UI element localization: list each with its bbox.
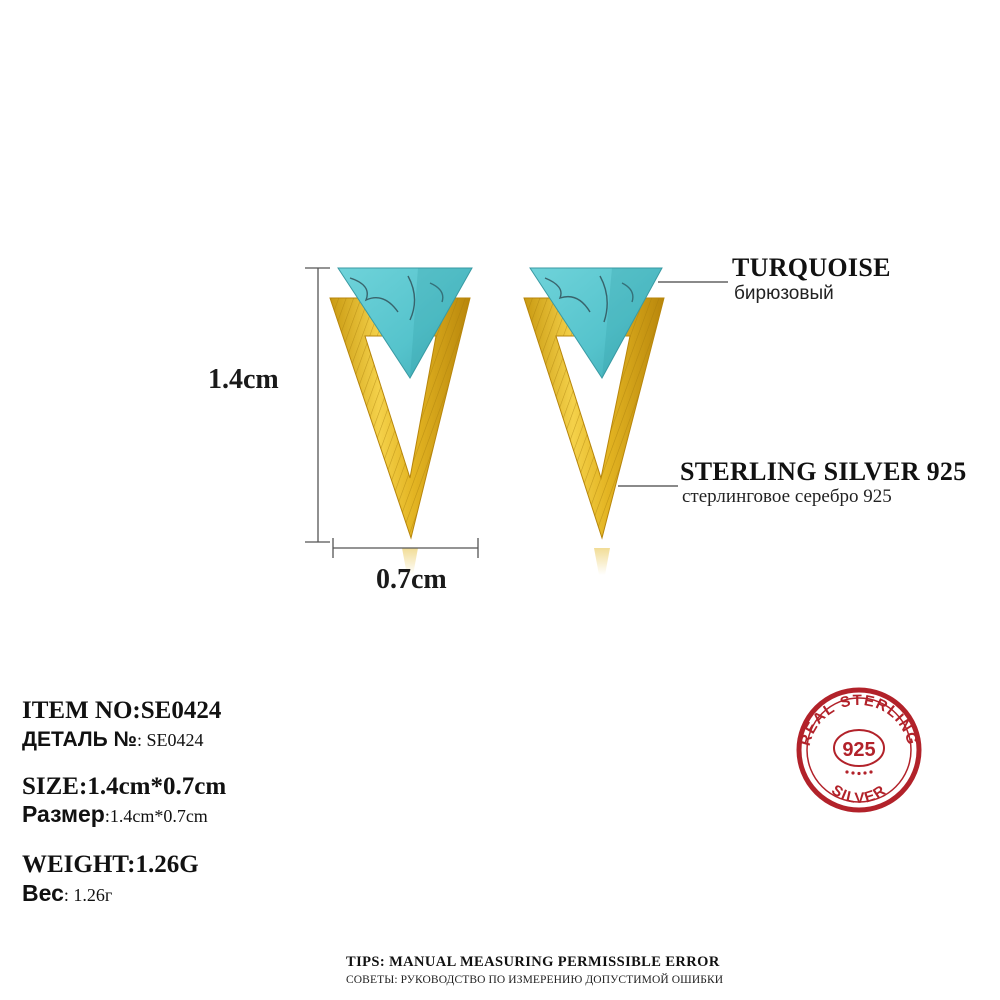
left-earring: [330, 268, 472, 575]
size-value: 1.4cm*0.7cm: [87, 773, 227, 800]
item-number-value: SE0424: [140, 697, 222, 724]
height-label: 1.4cm: [208, 364, 279, 395]
seal-center-text: 925: [842, 739, 876, 761]
size-key: SIZE:: [22, 773, 88, 800]
tips-text-ru: СОВЕТЫ: РУКОВОДСТВО ПО ИЗМЕРЕНИЮ ДОПУСТИМОЙ ОШИБКИ: [346, 974, 724, 986]
sterling-seal-icon: [797, 690, 921, 810]
size-spec-ru: [22, 801, 208, 828]
turquoise-label: TURQUOISE: [732, 253, 891, 282]
seal-top-text: REAL STERLING: [796, 691, 922, 748]
weight-value: 1.26G: [135, 851, 199, 878]
sterling-silver-label: STERLING SILVER 925: [680, 457, 967, 486]
size-spec: [22, 773, 226, 801]
weight-spec: [22, 851, 199, 879]
tips-text: TIPS: MANUAL MEASURING PERMISSIBLE ERROR: [346, 954, 720, 970]
right-earring: [524, 268, 664, 575]
weight-key: WEIGHT:: [22, 851, 136, 878]
sterling-silver-label-ru: стерлинговое серебро 925: [682, 486, 892, 507]
width-label: 0.7cm: [376, 564, 447, 595]
size-ru-value: :1.4cm*0.7cm: [104, 806, 208, 826]
turquoise-label-ru: бирюзовый: [734, 283, 834, 304]
item-number-ru-value: : SE0424: [136, 730, 204, 750]
weight-spec-ru: [22, 880, 112, 907]
height-dimension-line: [305, 268, 330, 542]
item-number-ru-key: ДЕТАЛЬ №: [22, 728, 137, 751]
item-number-key: ITEM NO:: [22, 697, 141, 724]
seal-bottom-text: SILVER: [828, 781, 890, 808]
weight-ru-value: : 1.26г: [63, 885, 113, 905]
size-ru-key: Размер: [22, 801, 105, 827]
weight-ru-key: Вес: [22, 880, 64, 906]
item-number-ru: [22, 727, 203, 752]
item-number: [22, 697, 221, 725]
